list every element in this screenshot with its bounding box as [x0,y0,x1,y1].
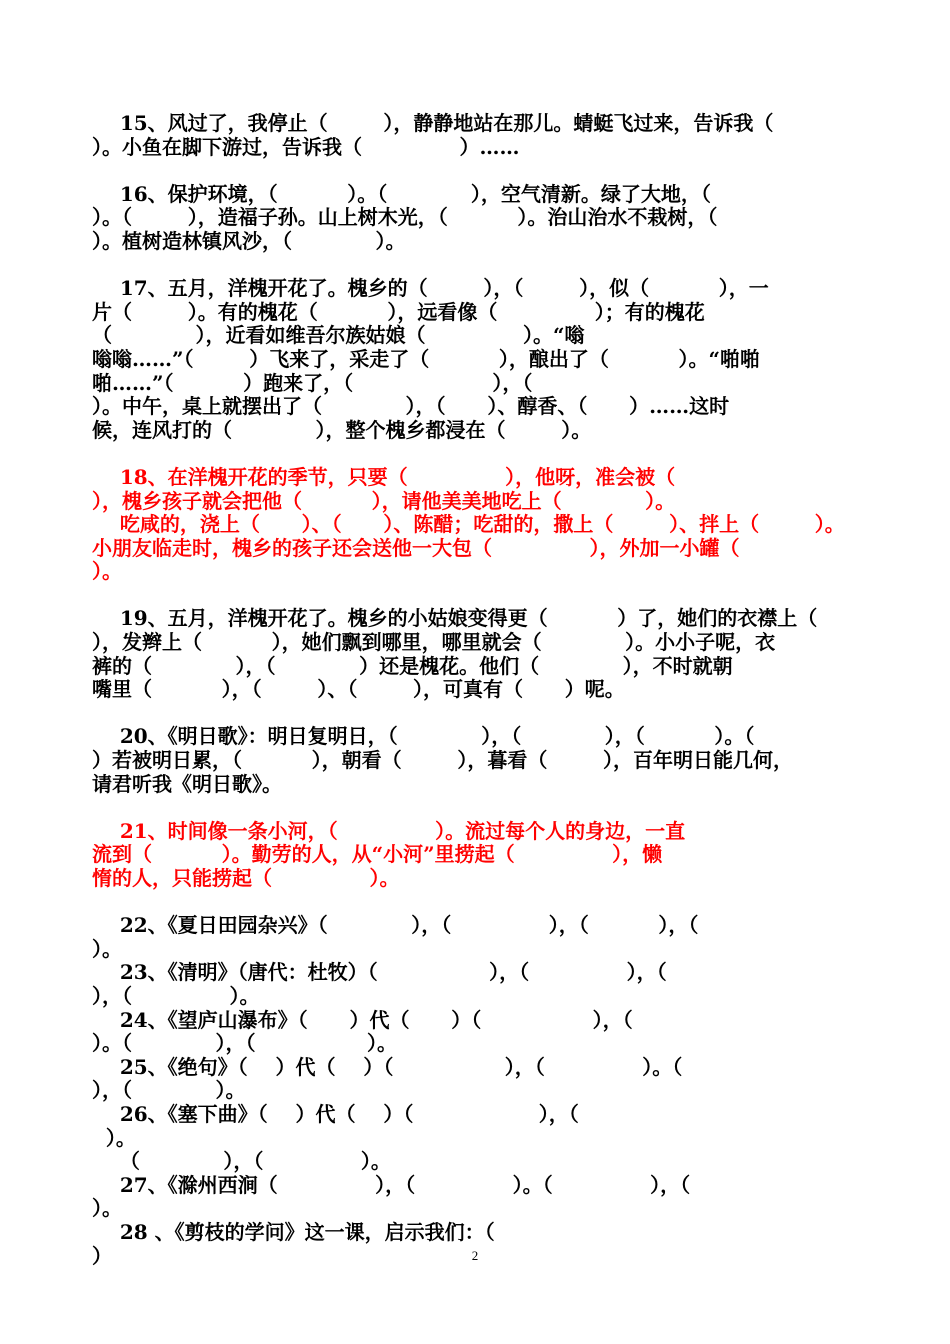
document-page [92,112,860,1268]
paragraph-gap [92,891,860,915]
text-line: 片（ ）。有的槐花（ ），远看像（ ）；有的槐花 [92,300,705,324]
question-15 [92,112,860,159]
text-line: 28 、《剪枝的学问》这一课，启示我们：（ [92,1220,495,1244]
text-line: 18、在洋槐开花的季节，只要（ ），他呀，准会被（ [92,465,676,489]
text-line: 17、五月，洋槐开花了。槐乡的（ ），（ ），似（ ），一 [92,277,769,301]
text-line: 嘴里（ ），（ ）、（ ），可真有（ ）呢。 [92,678,625,702]
question-19 [92,607,860,701]
text-line: ），发辫上（ ），她们飘到哪里，哪里就会（ ）。小小子呢，衣 [92,631,776,655]
text-line: （ ），近看如维吾尔族姑娘（ ）。“嗡 [92,324,585,348]
page-number: 2 [471,1248,479,1263]
text-line: ） [92,1244,112,1268]
question-20 [92,725,860,796]
text-line: ）。小鱼在脚下游过，告诉我（ ）…… [92,135,520,159]
text-line: ）。 [92,937,122,961]
text-line: 嗡嗡……”（ ）飞来了，采走了（ ），酿出了（ ）。“啪啪 [92,347,760,371]
text-line: 候，连风打的（ ），整个槐乡都浸在（ ）。 [92,418,592,442]
text-line: 21、时间像一条小河，（ ）。流过每个人的身边，一直 [92,819,686,843]
text-line: 24、《望庐山瀑布》（ ）代（ ）（ ），（ [92,1008,633,1032]
text-line: 小朋友临走时，槐乡的孩子还会送他一大包（ ），外加一小罐（ [92,536,740,560]
text-line: ）。 [92,1197,122,1221]
question-16 [92,183,860,254]
text-line: 16、保护环境，（ ）。（ ），空气清新。绿了大地，（ [92,182,711,206]
text-line: 19、五月，洋槐开花了。槐乡的小姑娘变得更（ ）了，她们的衣襟上（ [92,607,818,631]
text-line: 15、风过了，我停止（ ），静静地站在那儿。蜻蜓飞过来，告诉我（ [92,112,774,135]
text-line: 23、《清明》（唐代：杜牧）（ ），（ ），（ [92,961,667,985]
text-line: 吃咸的，浇上（ ）、（ ）、陈醋；吃甜的，撒上（ ）、拌上（ ）。 [92,513,845,537]
paragraph-gap [92,702,860,726]
text-line: 22、《夏日田园杂兴》（ ），（ ），（ ），（ [92,914,699,938]
text-line: ）若被明日累，（ ），朝看（ ），暮看（ ），百年明日能几何， [92,749,794,773]
paragraph-gap [92,584,860,608]
paragraph-gap [92,796,860,820]
text-line: 25、《绝句》（ ）代（ ）（ ），（ ）。（ [92,1055,683,1079]
text-line: ）。（ ），（ ）。 [92,1032,397,1056]
question-21 [92,820,860,891]
text-line: ）。植树造林镇风沙，（ ）。 [92,229,406,253]
text-line: 啪……”（ ）跑来了，（ ），（ [92,371,533,395]
text-line: 裤的（ ），（ ）还是槐花。他们（ ），不时就朝 [92,654,733,678]
text-line: ）。 [92,1126,136,1150]
text-line: ）。 [92,560,122,584]
text-line: 请君听我《明日歌》。 [92,772,282,796]
text-line: 惰的人，只能捞起（ ）。 [92,867,400,890]
questions-22-28 [92,914,860,1268]
text-line: 27、《滁州西涧（ ），（ ）。（ ），（ [92,1173,691,1197]
text-line: 流到（ ）。勤劳的人，从“小河”里捞起（ ），懒 [92,843,663,867]
paragraph-gap [92,254,860,278]
text-line: ）。中午，桌上就摆出了（ ），（ ）、醇香、（ ）……这时 [92,395,730,419]
question-17 [92,277,860,442]
paragraph-gap [92,159,860,183]
paragraph-gap [92,442,860,466]
text-line: ），槐乡孩子就会把他（ ），请他美美地吃上（ ）。 [92,489,676,513]
text-line: ）。（ ），造福子孙。山上树木光，（ ）。治山治水不栽树，（ [92,206,718,230]
text-line: ），（ ）。 [92,1079,246,1103]
text-line: 26、《塞下曲》（ ）代（ ）（ ），（ [92,1102,579,1126]
question-18 [92,466,860,584]
text-line: （ ），（ ）。 [92,1150,391,1174]
text-line: 20、《明日歌》：明日复明日，（ ），（ ），（ ）。（ [92,725,755,749]
text-line: ），（ ）。 [92,984,260,1008]
